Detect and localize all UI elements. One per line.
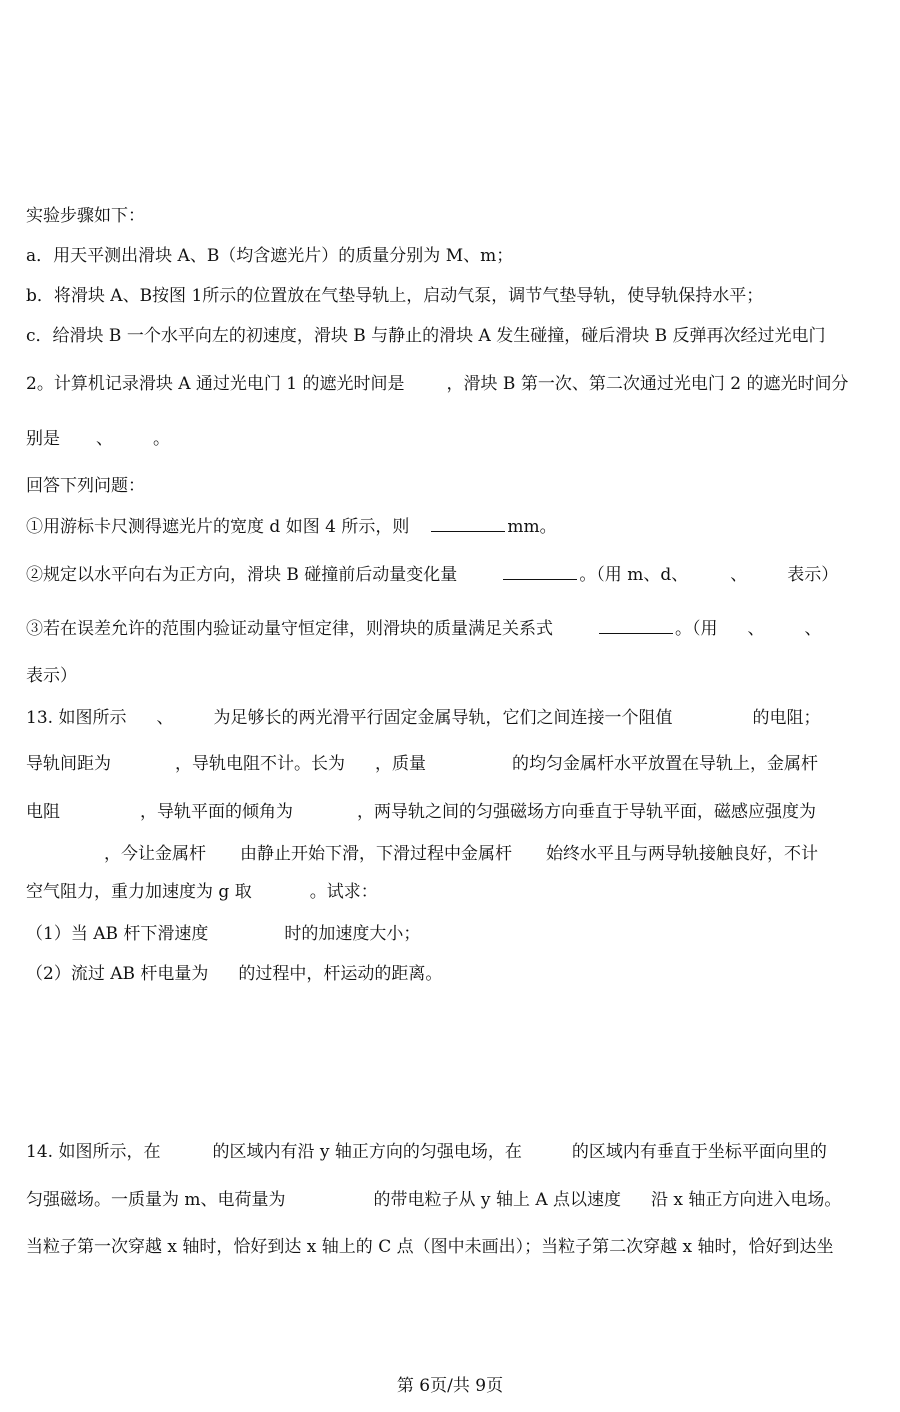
step-c3-text-3: 。	[153, 429, 170, 449]
problem-13-question-1	[26, 922, 420, 946]
q2-answer-blank[interactable]	[503, 565, 577, 580]
steps-header: 实验步骤如下：	[26, 206, 145, 226]
q3-text-3: 、	[747, 619, 765, 639]
problem-13-line-2	[26, 752, 818, 776]
p13-l2-text-3: ，质量	[375, 754, 426, 774]
q3-text-1: ③若在误差允许的范围内验证动量守恒定律，则滑块的质量满足关系式	[26, 619, 553, 639]
p13-q1-text-2: 时的加速度大小；	[284, 924, 421, 944]
q2-text-3: 、	[730, 565, 748, 585]
p14-l2-text-2: 的带电粒子从 y 轴上 A 点以速度	[373, 1190, 622, 1210]
question-3-end: 表示）	[26, 666, 77, 686]
problem-13-question-2	[26, 962, 442, 986]
p13-l5-text-2: 。试求：	[309, 882, 378, 902]
q2-text-2: 。（用 m、d、	[579, 565, 689, 585]
step-c-line2	[26, 372, 848, 396]
p13-l1-text-3: 为足够长的两光滑平行固定金属导轨，它们之间连接一个阻值	[213, 708, 673, 728]
p13-l2-text-2: ，导轨电阻不计。长为	[175, 754, 345, 774]
question-2	[26, 563, 838, 587]
step-a: a．用天平测出滑块 A、B（均含遮光片）的质量分别为 M、m；	[26, 246, 514, 266]
q1-text-1: ①用游标卡尺测得遮光片的宽度 d 如图 4 所示，则	[26, 517, 410, 537]
q3-answer-blank[interactable]	[599, 619, 673, 634]
p13-l4-text-1: ，今让金属杆	[104, 844, 206, 864]
step-b: b．将滑块 A、B按图 1所示的位置放在气垫导轨上，启动气泵，调节气垫导轨，使导轨保持水平；	[26, 286, 764, 306]
p13-l1-text-2: 、	[156, 708, 174, 728]
p13-l3-text-1: 电阻	[26, 802, 60, 822]
q1-text-2: mm。	[507, 517, 557, 537]
problem-14-line-2	[26, 1188, 841, 1212]
step-c2-text-2: ，滑块 B 第一次、第二次通过光电门 2 的遮光时间分	[446, 374, 849, 394]
p13-l3-text-2: ，导轨平面的倾角为	[140, 802, 293, 822]
question-3	[26, 617, 822, 641]
p14-l1-text-1: 14. 如图所示，在	[26, 1142, 161, 1162]
p13-l4-text-3: 始终水平且与两导轨接触良好，不计	[546, 844, 818, 864]
step-c-line3	[26, 427, 170, 451]
problem-13-line-3	[26, 800, 816, 824]
p13-l1-text-1: 13. 如图所示	[26, 708, 127, 728]
p14-l1-text-3: 的区域内有垂直于坐标平面向里的	[571, 1142, 827, 1162]
problem-13-line-5	[26, 880, 378, 904]
p13-q1-text-1: （1）当 AB 杆下滑速度	[26, 924, 209, 944]
step-c3-text-2: 、	[96, 429, 113, 449]
p14-l1-text-2: 的区域内有沿 y 轴正方向的匀强电场，在	[212, 1142, 522, 1162]
q2-text-1: ②规定以水平向右为正方向，滑块 B 碰撞前后动量变化量	[26, 565, 458, 585]
p14-l2-text-3: 沿 x 轴正方向进入电场。	[651, 1190, 842, 1210]
problem-14-line-1	[26, 1140, 827, 1164]
problem-14-line-3: 当粒子第一次穿越 x 轴时，恰好到达 x 轴上的 C 点（图中未画出）；当粒子第二次穿越 x 轴时，恰好到达坐	[26, 1237, 834, 1257]
p13-l2-text-1: 导轨间距为	[26, 754, 111, 774]
step-c2-text-1: 2。计算机记录滑块 A 通过光电门 1 的遮光时间是	[26, 374, 405, 394]
p13-l3-text-3: ，两导轨之间的匀强磁场方向垂直于导轨平面，磁感应强度为	[357, 802, 816, 822]
problem-13-line-4	[26, 842, 818, 866]
p14-l2-text-1: 匀强磁场。一质量为 m、电荷量为	[26, 1190, 286, 1210]
p13-q2-text-2: 的过程中，杆运动的距离。	[238, 964, 443, 984]
p13-l1-text-4: 的电阻；	[752, 708, 821, 728]
q3-text-4: 、	[804, 619, 822, 639]
q3-text-2: 。（用	[675, 619, 718, 639]
step-c: c．给滑块 B 一个水平向左的初速度，滑块 B 与静止的滑块 A 发生碰撞，碰后滑块 B 反弹再次经过光电门	[26, 326, 826, 346]
question-1	[26, 515, 557, 539]
page-footer: 第 6页/共 9页	[396, 1376, 504, 1396]
q1-answer-blank[interactable]	[431, 517, 505, 532]
p13-l2-text-4: 的均匀金属杆水平放置在导轨上，金属杆	[512, 754, 818, 774]
q2-text-4: 表示）	[787, 565, 839, 585]
p13-l5-text-1: 空气阻力，重力加速度为 g 取	[26, 882, 252, 902]
answer-header: 回答下列问题：	[26, 476, 145, 496]
p13-q2-text-1: （2）流过 AB 杆电量为	[26, 964, 209, 984]
p13-l4-text-2: 由静止开始下滑，下滑过程中金属杆	[240, 844, 512, 864]
problem-13-line-1	[26, 706, 820, 730]
step-c3-text-1: 别是	[26, 429, 60, 449]
